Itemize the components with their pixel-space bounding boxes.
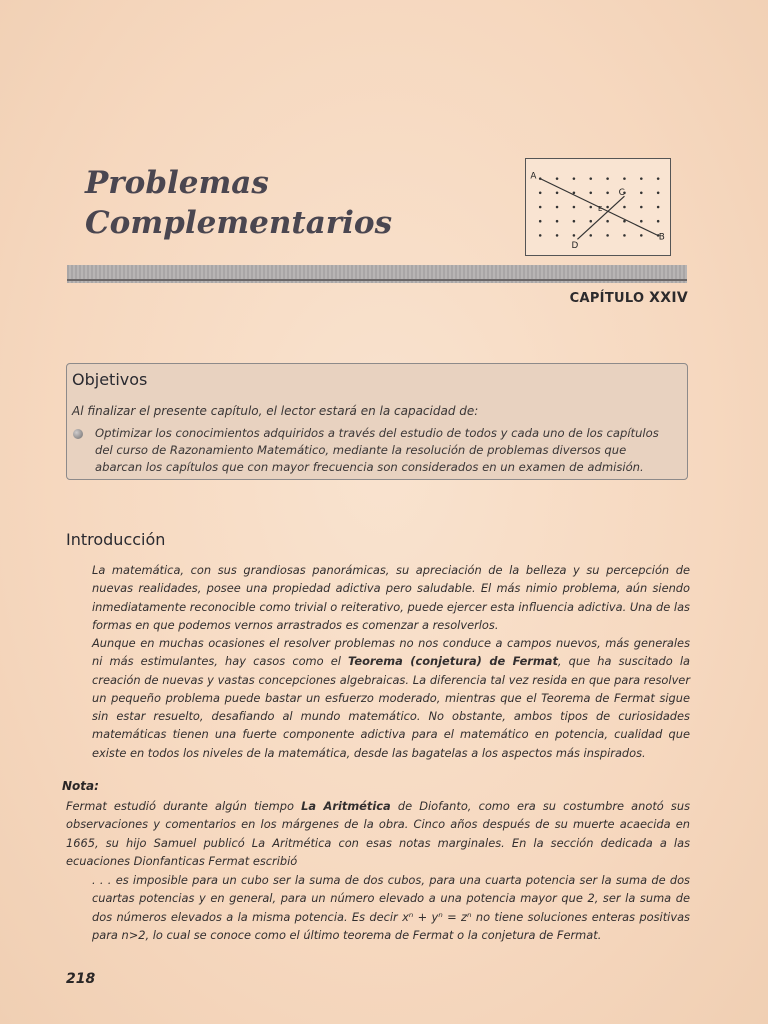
objectives-title: Objetivos xyxy=(72,370,148,389)
grid-dot xyxy=(589,220,592,223)
objectives-bullet-text: Optimizar los conocimientos adquiridos a través del estudio de todos y cada uno de los capítulos del curso de Razonamiento Matemático, mediante la resolución de problemas diversos que abarcan los capítulos que con mayor frecuencia son considerados en un examen de admisión. xyxy=(95,426,659,474)
grid-dot xyxy=(589,234,592,237)
grid-dot xyxy=(556,234,559,237)
grid-dot xyxy=(606,177,609,180)
grid-dot xyxy=(539,234,542,237)
label-b: B xyxy=(658,232,665,243)
grid-dot xyxy=(573,177,576,180)
header-rule-line xyxy=(67,279,687,281)
introduction-paragraph-1 xyxy=(66,561,690,634)
grid-dot xyxy=(606,192,609,195)
grid-dot xyxy=(556,206,559,209)
grid-dot xyxy=(573,206,576,209)
grid-dot xyxy=(556,220,559,223)
grid-dot xyxy=(657,206,660,209)
note-paragraph-2 xyxy=(66,871,690,944)
grid-dot xyxy=(606,220,609,223)
label-d: D xyxy=(571,241,579,252)
intro-p2-text-a: Aunque en muchas ocasiones el resolver problemas no nos conduce a campos nuevos, más generales ni más estimulantes, hay casos como el xyxy=(92,636,690,669)
title-line-2: Complementarios xyxy=(85,205,393,241)
grid-dot xyxy=(657,192,660,195)
intro-p1-text: La matemática, con sus grandiosas panorámicas, su apreciación de la belleza y su percepción de nuevas realidades, posee una propiedad adictiva pero saludable. El más nimio problema, aún siendo inmediatamente reconocible como trivial o reiterativo, puede ejercer esta influencia adictiva. Una de las formas en que podemos vernos arrastrados es comenzar a resolverlos. xyxy=(92,563,690,632)
title-line-1: Problemas xyxy=(85,165,269,201)
grid-dot xyxy=(556,177,559,180)
label-c: C xyxy=(618,188,625,199)
segment-dc xyxy=(577,196,624,239)
grid-dot xyxy=(640,234,643,237)
note-p1-bold: La Aritmética xyxy=(301,799,391,813)
dot-grid-figure xyxy=(525,158,671,256)
intro-p2-text-b: , que ha suscitado la creación de nuevas y vastas concepciones algebraicas. La diferencia tal vez resida en que para resolver un pequeño problema puede bastar un esfuerzo moderado, mientras que el Teorema de Fermat sigue sin estar resuelto, desafiando al mundo matemático. No obstante, ambos tipos de curiosidades matemáticas tienen una fuerte componente adictiva para el matemático en potencia, cualidad que existe en todos los niveles de la matemática, desde las bagatelas a los aspectos más inspirados. xyxy=(92,654,691,760)
grid-dot xyxy=(539,220,542,223)
grid-dot xyxy=(640,192,643,195)
grid-dot xyxy=(539,192,542,195)
introduction-heading: Introducción xyxy=(66,530,166,549)
grid-dot xyxy=(640,177,643,180)
grid-dot xyxy=(589,206,592,209)
note-p2-text-b: no tiene soluciones enteras positivas para n>2, lo cual se conoce como el último teorema de Fermat o la conjetura de Fermat. xyxy=(92,909,690,942)
grid-dot xyxy=(657,220,660,223)
bullet-icon xyxy=(73,429,83,439)
grid-dot xyxy=(589,192,592,195)
chapter-label xyxy=(570,290,688,306)
grid-dot xyxy=(640,220,643,223)
intro-p2-bold: Teorema (conjetura) de Fermat xyxy=(348,654,558,669)
label-a: A xyxy=(530,171,537,182)
grid-dot xyxy=(556,192,559,195)
grid-dot xyxy=(623,177,626,180)
grid-dot xyxy=(539,206,542,209)
note-paragraph-1 xyxy=(66,797,690,870)
grid-dot xyxy=(606,206,609,209)
chapter-prefix: CAPÍTULO xyxy=(569,291,645,306)
objectives-box xyxy=(66,363,688,480)
introduction-paragraph-2 xyxy=(66,634,690,762)
note-p2-text-a: . . . es imposible para un cubo ser la suma de dos cubos, para una cuarta potencia ser la suma de dos cuartas potencias y en general, para un número elevado a una potencia mayor que 2, ser la suma de dos números elevados a la misma potencia. Es decir xyxy=(92,873,690,924)
label-e: E xyxy=(598,204,603,213)
note-p1-text-a: Fermat estudió durante algún tiempo xyxy=(66,799,302,813)
grid-dot xyxy=(573,234,576,237)
chapter-number: XXIV xyxy=(649,290,688,306)
grid-dot xyxy=(606,234,609,237)
grid-dot xyxy=(640,206,643,209)
grid-dot xyxy=(589,177,592,180)
dot-grid-svg xyxy=(526,159,670,255)
page-number: 218 xyxy=(66,971,96,987)
note-label: Nota: xyxy=(62,779,99,793)
fermat-formula: xⁿ + yⁿ = zⁿ xyxy=(402,909,472,924)
objectives-intro: Al finalizar el presente capítulo, el lector estará en la capacidad de: xyxy=(72,404,479,418)
grid-dot xyxy=(573,192,576,195)
grid-dot xyxy=(623,206,626,209)
page-title xyxy=(85,163,392,243)
grid-dot xyxy=(623,234,626,237)
grid-dot xyxy=(573,220,576,223)
note-p1-text-b: de Diofanto, como era su costumbre anotó sus observaciones y comentarios en los márgenes de la obra. Cinco años después de su muerte acaecida en 1665, su hijo Samuel publicó La Aritmética con esas notas marginales. En la sección dedicada a las ecuaciones Dionfanticas Fermat escribió xyxy=(66,799,691,868)
grid-dot xyxy=(657,177,660,180)
